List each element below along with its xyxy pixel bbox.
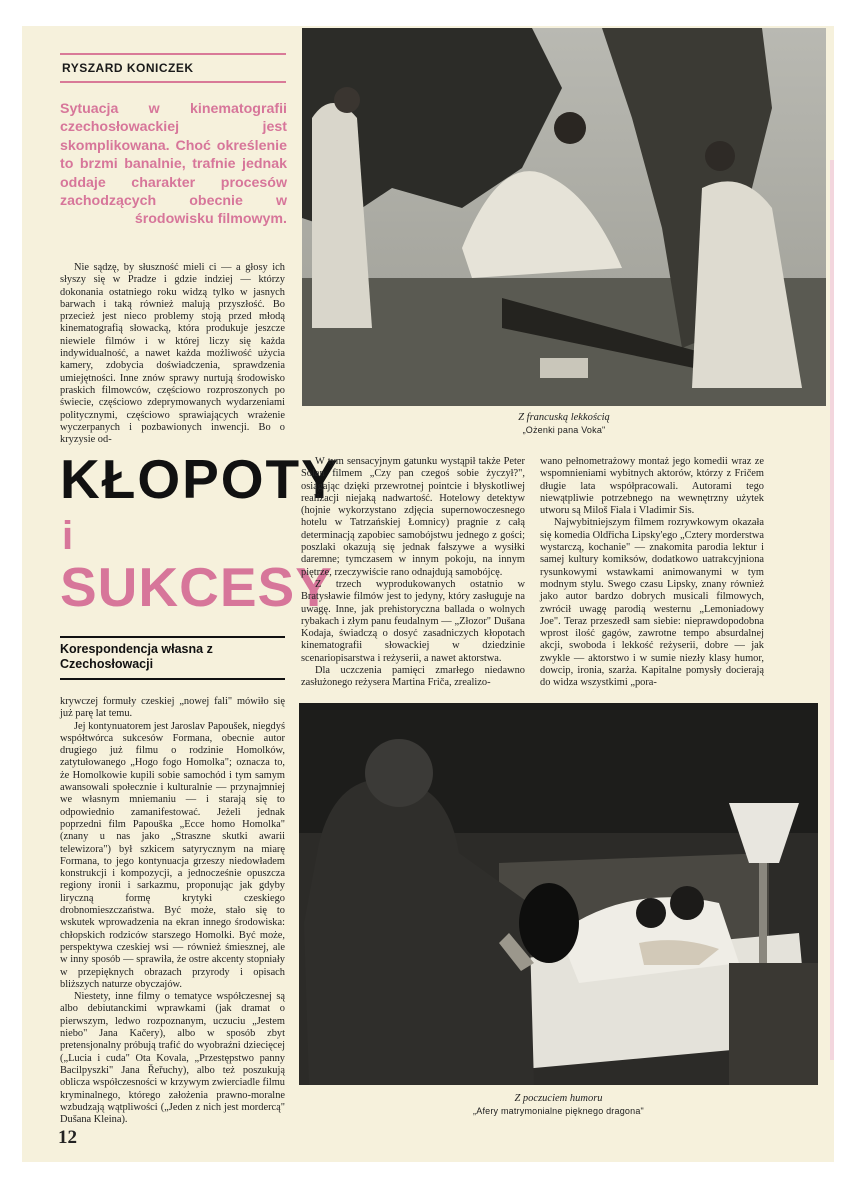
intro-column (60, 262, 285, 446)
headline-i: i (62, 514, 74, 558)
photo-2-caption-title: Z poczuciem humoru (514, 1093, 603, 1104)
photo-2-image (299, 703, 818, 1085)
left-paragraph-3: Niestety, inne filmy o tematyce współczesnej są albo debiutanckimi wprawkami (jak dramat o pierwszym, ledwo rozpoznanym, uczuciu „Jestem niebo" Jana Kačery), albo w sposób zbyt pretensjonalny próbują trafić do wyobraźni dziecięcej („Lucia i cuda" Ota Kovala, „Przestępstwo panny Bacilpyszki" Jana Řeřuchy), albo też poszukują oblicza współczesności w krzywym zwierciadle filmu kryminalnego, którego założenia prawno-moralne wzbudzają wątpliwości („Jeden z nich jest mordercą" Dušana Kleina). (60, 991, 285, 1126)
page-edge-band (830, 160, 834, 1060)
photo-2-caption (299, 1092, 818, 1118)
photo-afery-matrymonialne (299, 703, 818, 1085)
page-number: 12 (58, 1127, 77, 1148)
middle-paragraph-2: Z trzech wyprodukowanych ostatnio w Bratysławie filmów jest to jedyny, który zasługuje na uwagę. Inne, jak prehistoryczna ballada o wolnych rybakach i złym panu feudalnym — „Złozor" Dušana Kodaja, świadczą o dosyć zasadniczych kłopotach kinematografii słowackiej w dziedzinie scenariopisarstwa i reżyserii, a nawet aktorstwa. (301, 578, 525, 664)
intro-paragraph: Nie sądzę, by słuszność mieli ci — a głosy ich słyszy się w Pradze i gdzie indziej — którzy dokonania ostatniego roku widzą tylko w jasnych barwach i taką również malują przyszłość. Bo przecież jest nieco problemy stoją przed młodą kinematografią słowacką, która produkuje jeszcze niewiele filmów i w której liczy się każda indywidualność, a nawet każda możliwość użycia kamery, zdobycia doświadczenia, sprawdzenia umiejętności. Inne znów sprawy nurtują środowisko praskich filmowców, częściowo rozproszonych po świecie, częściowo zdeprymowanych wydarzeniami politycznymi, częściowo sprawiających wrażenie wyczerpanych i pozbawionych inwencji. Bo o kryzysie od- (60, 262, 285, 446)
author-rule-bottom (60, 81, 286, 83)
author-name: RYSZARD KONICZEK (62, 61, 194, 75)
middle-column (301, 456, 525, 688)
photo-1-image (302, 28, 826, 406)
right-paragraph-2: Najwybitniejszym filmem rozrywkowym okazała się komedia Oldřicha Lipsky'ego „Cztery morderstwa wystarczą, kochanie" — znakomita parodia lektur i samej kultury komiksów, dodatkowo uatrakcyjniona rysunkowymi wstawkami animowanymi w tym modnym stylu. Swego czasu Lipsky, znany również jako autor bardzo dobrych musicali filmowych, zwrócił uwagę parodią westernu „Lemoniadowy Joe". Teraz przeszedł sam siebie: nieprawdopodobna wprost ilość gagów, zawrotne tempo absurdalnej akcji, swoboda i lekkość reżyserii, dobre — jak zwykle — aktorstwo i w sumie niezły klasy humor, dowcip, ironia, szarża. Kapitalne pomysły docierają do widza wszystkimi „pora- (540, 517, 764, 689)
subtitle-rule-bottom (60, 678, 285, 680)
left-paragraph-1: krywczej formuły czeskiej „nowej fali" mówiło się już parę lat temu. (60, 696, 285, 720)
left-paragraph-2: Jej kontynuatorem jest Jaroslav Papoušek, niegdyś współtwórca sukcesów Formana, obecnie autor drugiego już filmu o rodzinie Homolków, zatytułowanego „Hogo fogo Homolka"; oznacza to, że Homolkowie kupili sobie samochód i tym samym awansowali społecznie i kulturalnie — przynajmniej we własnym mniemaniu — i starają się to odpowiednio zamanifestować. Jeżeli jednak poprzedni film Papouška „Ecce homo Homolka" (znany u nas jako „Straszne skutki awarii telewizora") był szkicem satyrycznym na miarę Formana, to jego kontynuacja grzeszy niedowładem konstrukcji i kompozycji, a jednocześnie opuszcza regiony ironii i sarkazmu, proponując jak gdyby liryczną formę krytyki czeskiego drobnomieszczaństwa. Być może, stało się to wskutek wprowadzenia na ekran innego środowiska: chłopskich rodziców starszego Homolki. Być może, perspektywa czeskiej wsi — również śmiesznej, ale w inny sposób — sprawiła, że ostre akcenty stopniały w przepięknych obrazach przyrody i opisach bliższych naturze obyczajów. (60, 720, 285, 990)
subtitle-rule-top (60, 636, 285, 638)
headline-sukcesy: SUKCESY (60, 556, 333, 618)
photo-ozenki-pana-voka (302, 28, 826, 406)
left-column (60, 696, 285, 1126)
photo-2-caption-film: „Afery matrymonialne pięknego dragona" (473, 1106, 644, 1116)
photo-1-caption (302, 411, 826, 437)
subtitle: Korespondencja własna z Czechosłowacji (60, 642, 213, 671)
photo-1-caption-film: „Ożenki pana Voka" (522, 425, 606, 435)
lead-paragraph: Sytuacja w kinematografii czechosłowackiej jest skomplikowana. Choć określenie to brzmi banalnie, trafnie jednak oddaje charakter procesów zachodzących obecnie w środowisku filmowym. (60, 101, 287, 228)
right-paragraph-1: wano pełnometrażowy montaż jego komedii wraz ze wspomnieniami wybitnych aktorów, którzy z Fričem długie lata współpracowali. Autorami tego niewątpliwie potrzebnego na wewnętrzny użytek utworu są Miloš Fiala i Vladimir Sis. (540, 456, 764, 517)
middle-paragraph-1: W tym sensacyjnym gatunku wystąpił także Peter Solan filmem „Czy pan czegoś sobie życzył?", osiągając dzięki przewrotnej pointcie i błyskotliwej realizacji niejaką nadwartość. Hotelowy detektyw (hojnie wykorzystano zdjęcia supernowoczesnego hotelu w Tatrzańskiej Łomnicy) pragnie z całą determinacją zapobiec samobójstwu jednego z gości; poszlaki okazują się jednak fałszywe a wysiłki daremne; tymczasem w innym pokoju, na innym piętrze, rzeczywiście rano odnajdują samobójcę. (301, 456, 525, 578)
headline-klopoty: KŁOPOTY (60, 448, 340, 510)
author-rule-top (60, 53, 286, 55)
photo-1-caption-title: Z francuską lekkością (518, 412, 610, 423)
middle-paragraph-3: Dla uczczenia pamięci zmarłego niedawno zasłużonego reżysera Martina Friča, zrealizo- (301, 665, 525, 689)
right-column (540, 456, 764, 688)
